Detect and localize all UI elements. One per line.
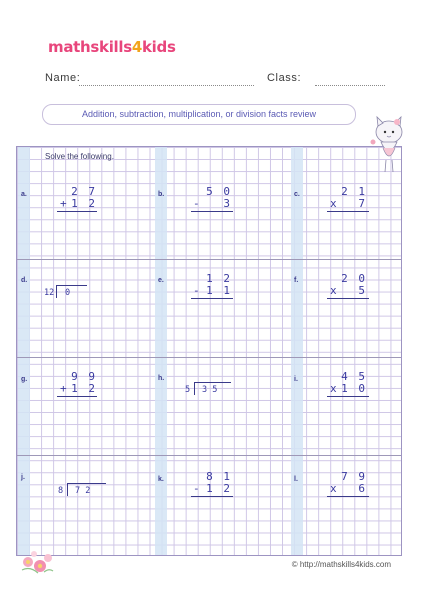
problem-a-answer-line <box>57 211 97 212</box>
logo-text-part1: mathskills <box>48 38 132 56</box>
cat-illustration-icon <box>369 112 409 182</box>
problem-e-top: 1 2 <box>206 272 232 285</box>
problem-h-divisor: 5 <box>185 385 191 395</box>
problem-a-operator: + <box>60 197 67 210</box>
problem-h-dividend: 3 5 <box>202 385 218 395</box>
problem-d-dividend: 0 <box>65 288 71 298</box>
problem-b-answer-line <box>191 211 233 212</box>
problem-f-label: f. <box>294 277 299 284</box>
problem-a-bottom: 1 2 <box>71 197 97 210</box>
problem-k-top: 8 1 <box>206 470 232 483</box>
problem-b-bottom: 3 <box>223 197 232 210</box>
class-field[interactable] <box>315 85 385 86</box>
problem-e-bottom: 1 1 <box>206 284 232 297</box>
problem-k-label: k. <box>158 476 164 483</box>
name-class-row <box>45 72 390 90</box>
logo-text-part2: 4 <box>131 38 142 56</box>
row-divider <box>17 357 401 358</box>
problem-h-label: h. <box>158 375 165 382</box>
class-label: Class: <box>267 72 302 84</box>
name-label: Name: <box>45 72 81 84</box>
problem-j-divisor: 8 <box>58 486 64 496</box>
problem-c-operator: x <box>330 197 337 210</box>
problem-b-operator: - <box>193 197 200 210</box>
brand-logo <box>48 38 176 56</box>
problem-c-answer-line <box>327 211 369 212</box>
problem-a-top: 2 7 <box>71 185 97 198</box>
problem-g-operator: + <box>60 382 67 395</box>
problem-b-label: b. <box>158 191 165 198</box>
name-field[interactable] <box>79 85 254 86</box>
problem-j-label: j. <box>21 474 25 481</box>
problem-g-top: 9 9 <box>71 370 97 383</box>
problem-i-top: 4 5 <box>341 370 367 383</box>
problem-i-bottom: 1 0 <box>341 382 367 395</box>
problem-c-bottom: 7 <box>358 197 367 210</box>
instruction-text: Solve the following. <box>45 152 114 161</box>
problem-l-answer-line <box>327 496 369 497</box>
flowers-decoration-icon <box>18 540 56 578</box>
problem-l-top: 7 9 <box>341 470 367 483</box>
problem-i-operator: x <box>330 382 337 395</box>
problem-i-answer-line <box>327 396 369 397</box>
problem-e-label: e. <box>158 277 164 284</box>
problem-f-operator: x <box>330 284 337 297</box>
problem-l-label: l. <box>294 476 298 483</box>
row-divider <box>17 455 401 456</box>
logo-text-part3: kids <box>142 38 176 56</box>
problem-c-label: c. <box>294 191 300 198</box>
problem-j-dividend: 7 2 <box>75 486 91 496</box>
problem-e-operator: - <box>193 284 200 297</box>
problem-g-label: g. <box>21 376 28 383</box>
column-shade-right <box>291 147 303 555</box>
problem-i-label: i. <box>294 376 298 383</box>
problem-f-top: 2 0 <box>341 272 367 285</box>
problem-g-answer-line <box>57 396 97 397</box>
worksheet-grid <box>16 146 402 556</box>
column-shade-left <box>18 147 30 555</box>
problem-f-answer-line <box>327 298 369 299</box>
problem-d-division-bracket <box>56 285 87 298</box>
problem-c-top: 2 1 <box>341 185 367 198</box>
problem-k-bottom: 1 2 <box>206 482 232 495</box>
column-shade-middle <box>155 147 167 555</box>
problem-f-bottom: 5 <box>358 284 367 297</box>
row-divider <box>17 259 401 260</box>
problem-l-bottom: 6 <box>358 482 367 495</box>
problem-a-label: a. <box>21 191 27 198</box>
problem-g-bottom: 1 2 <box>71 382 97 395</box>
problem-d-divisor: 12 <box>44 288 55 298</box>
problem-k-operator: - <box>193 482 200 495</box>
problem-e-answer-line <box>191 298 233 299</box>
problem-l-operator: x <box>330 482 337 495</box>
problem-b-top: 5 0 <box>206 185 232 198</box>
copyright-text: © http://mathskills4kids.com <box>291 560 391 569</box>
problem-d-label: d. <box>21 277 28 284</box>
problem-k-answer-line <box>191 496 233 497</box>
title-banner: Addition, subtraction, multiplication, or division facts review <box>42 104 356 125</box>
